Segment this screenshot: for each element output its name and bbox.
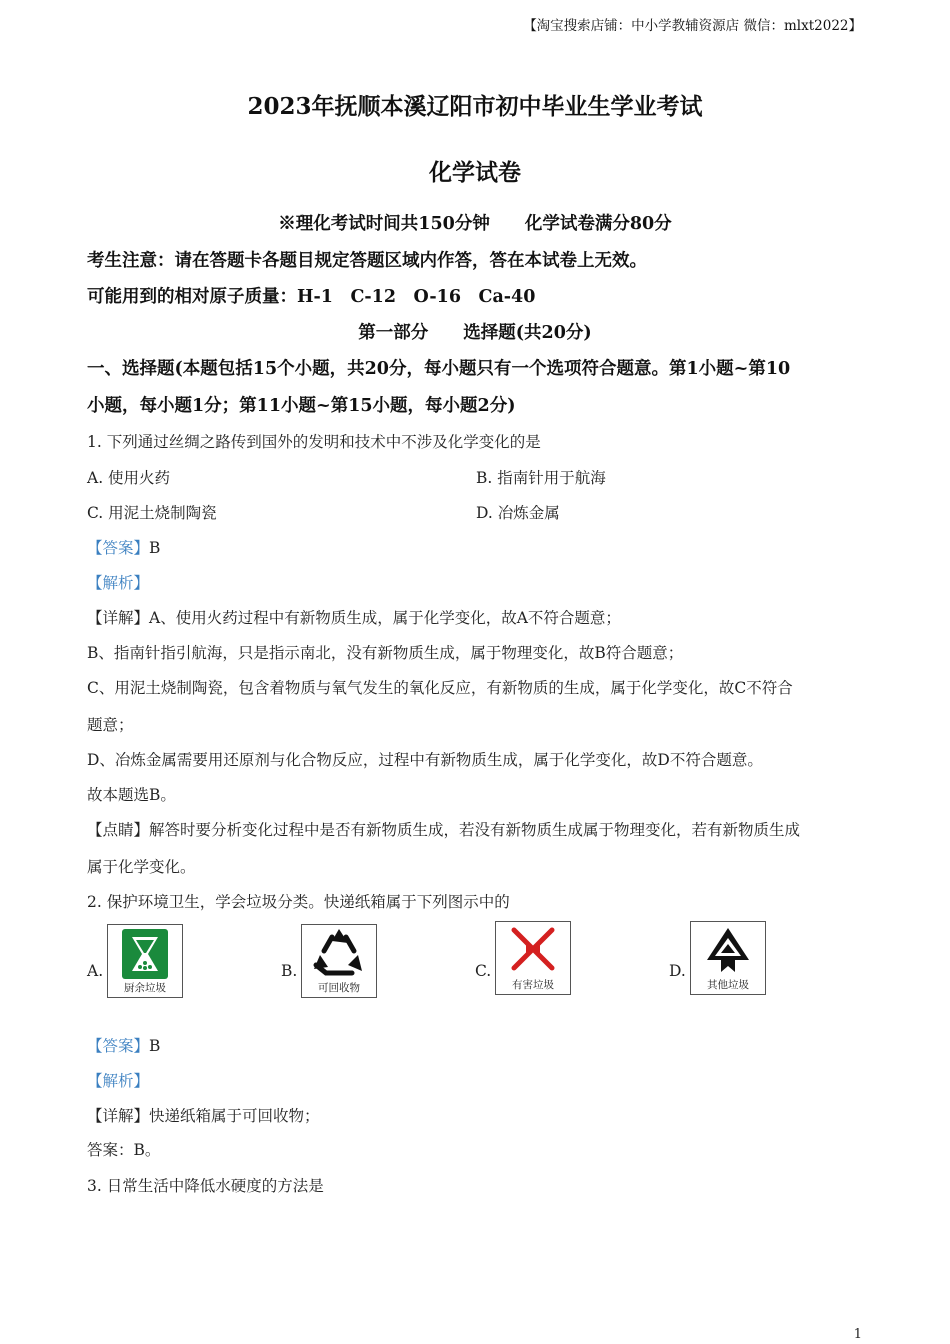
- question-1-option-b: B. 指南针用于航海: [476, 469, 606, 487]
- comment-text: 解答时要分析变化过程中是否有新物质生成，若没有新物质生成属于物理变化，若有新物质生成: [149, 821, 801, 839]
- answer-label: 【答案】: [87, 1037, 150, 1055]
- header-note: 【淘宝搜索店铺：中小学教辅资源店 微信：mlxt2022】: [523, 18, 862, 34]
- answer-value: B: [149, 539, 161, 557]
- question-1-conclusion: 故本题选B。: [87, 786, 176, 804]
- question-2-option-a-letter: A.: [87, 962, 104, 980]
- hazardous-waste-sign: [495, 921, 571, 995]
- question-1-detail-d: D、冶炼金属需要用还原剂与化合物反应，过程中有新物质生成，属于化学变化，故D不符合题意。: [87, 751, 763, 769]
- detail-label: 【详解】: [87, 1107, 150, 1125]
- question-2-option-d-letter: D.: [669, 962, 686, 980]
- question-1-answer: [87, 536, 160, 558]
- question-2-stem: 2. 保护环境卫生，学会垃圾分类。快递纸箱属于下列图示中的: [87, 893, 510, 911]
- question-1-detail-c-line1: C、用泥土烧制陶瓷，包含着物质与氧气发生的氧化反应，有新物质的生成，属于化学变化，故C不符合: [87, 679, 793, 697]
- question-1-analysis-label: 【解析】: [87, 574, 150, 592]
- question-1-stem: 1. 下列通过丝绸之路传到国外的发明和技术中不涉及化学变化的是: [87, 433, 541, 451]
- other-waste-caption: 其他垃圾: [707, 979, 749, 991]
- section-instructions-line1: 一、选择题(本题包括15个小题，共20分，每小题只有一个选项符合题意。第1小题~第10: [87, 359, 791, 379]
- atomic-masses: 可能用到的相对原子质量：H-1 C-12 O-16 Ca-40: [87, 287, 536, 307]
- comment-label: 【点睛】: [87, 821, 150, 839]
- kitchen-waste-caption: 厨余垃圾: [124, 982, 166, 994]
- detail-text: A、使用火药过程中有新物质生成，属于化学变化，故A不符合题意；: [149, 609, 621, 627]
- hazardous-waste-caption: 有害垃圾: [512, 979, 554, 991]
- recyclable-icon: [302, 925, 376, 983]
- question-3-stem: 3. 日常生活中降低水硬度的方法是: [87, 1177, 324, 1195]
- question-2-option-c-letter: C.: [475, 962, 492, 980]
- detail-label: 【详解】: [87, 609, 150, 627]
- question-2-detail: [87, 1104, 320, 1126]
- answer-value: B: [149, 1037, 161, 1055]
- question-1-detail-c-line2: 题意；: [87, 716, 134, 734]
- detail-text: 快递纸箱属于可回收物；: [149, 1107, 320, 1125]
- question-2-conclusion: 答案：B。: [87, 1141, 161, 1159]
- question-1-option-c: C. 用泥土烧制陶瓷: [87, 504, 217, 522]
- question-1-comment-line2: 属于化学变化。: [87, 858, 196, 876]
- section-instructions-line2: 小题，每小题1分；第11小题~第15小题，每小题2分): [87, 396, 516, 416]
- question-2-option-b-letter: B.: [281, 962, 298, 980]
- other-waste-sign: [690, 921, 766, 995]
- question-1-detail-a: [87, 606, 621, 628]
- exam-subtitle: 化学试卷: [429, 159, 521, 186]
- recyclable-caption: 可回收物: [318, 982, 360, 994]
- question-2-analysis-label: 【解析】: [87, 1072, 150, 1090]
- question-1-comment-line1: [87, 818, 800, 840]
- recyclable-sign: [301, 924, 377, 998]
- question-1-detail-b: B、指南针指引航海，只是指示南北，没有新物质生成，属于物理变化，故B符合题意；: [87, 644, 684, 662]
- kitchen-waste-icon: [108, 925, 182, 983]
- other-waste-icon: [691, 922, 765, 980]
- exam-title: 2023年抚顺本溪辽阳市初中毕业生学业考试: [247, 93, 703, 120]
- page-number: 1: [853, 1327, 862, 1342]
- question-1-option-a: A. 使用火药: [87, 469, 171, 487]
- exam-info: ※理化考试时间共150分钟 化学试卷满分80分: [278, 214, 672, 234]
- candidate-notice: 考生注意：请在答题卡各题目规定答题区域内作答，答在本试卷上无效。: [87, 251, 647, 271]
- part-heading: 第一部分 选择题(共20分): [358, 323, 592, 343]
- answer-label: 【答案】: [87, 539, 150, 557]
- question-2-answer: [87, 1034, 160, 1056]
- kitchen-waste-sign: [107, 924, 183, 998]
- question-1-option-d: D. 冶炼金属: [476, 504, 560, 522]
- hazardous-waste-icon: [496, 922, 570, 980]
